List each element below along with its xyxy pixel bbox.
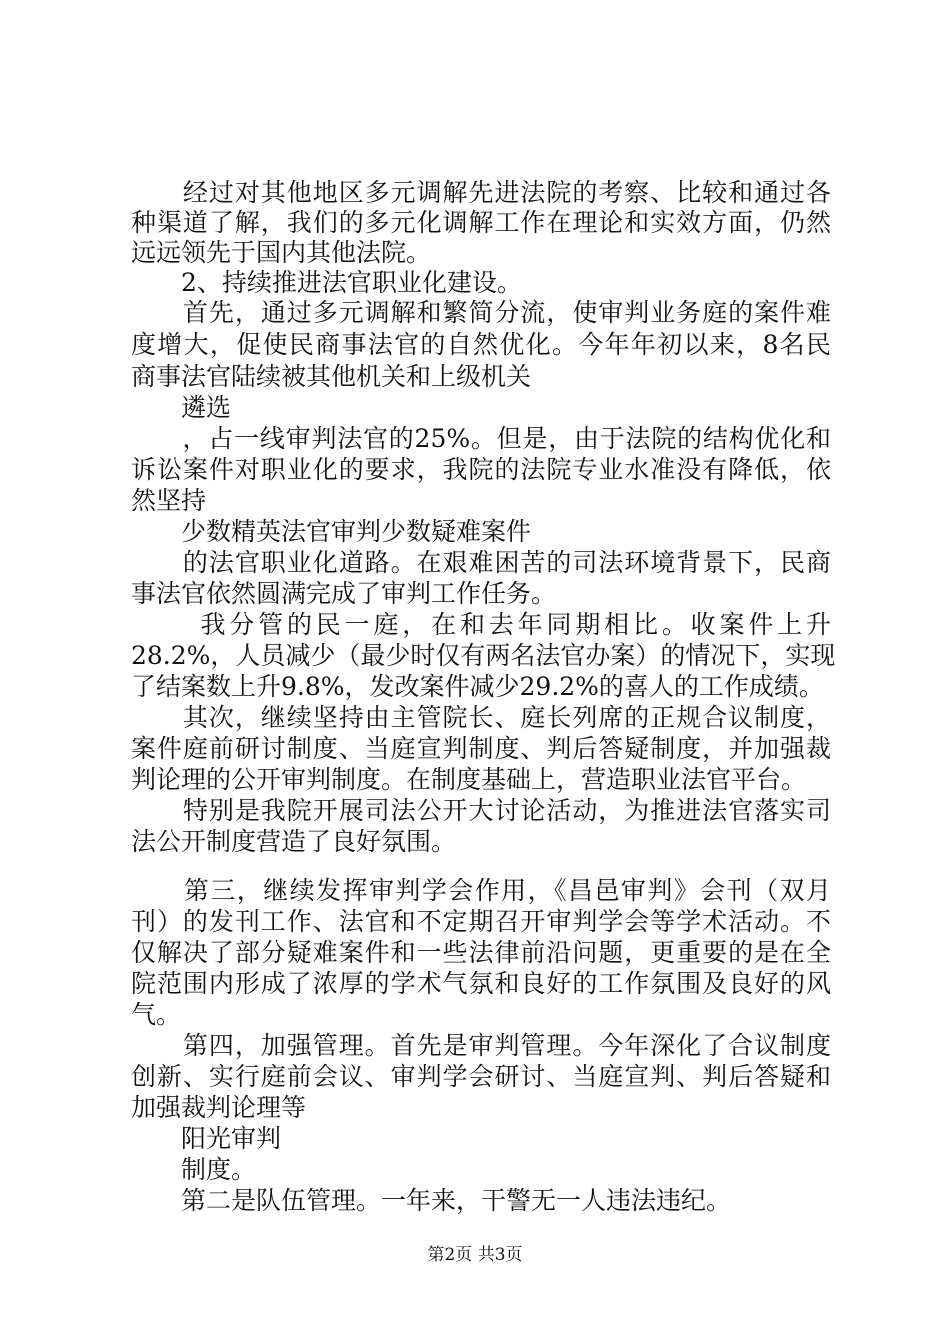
body-line: 然坚持 <box>131 486 207 515</box>
body-line: 诉讼案件对职业化的要求，我院的法院专业水准没有降低，依 <box>131 455 831 484</box>
body-line: 第三，继续发挥审判学会作用，《昌邑审判》会刊（双月 <box>131 876 831 905</box>
page-footer: 第2页 共3页 <box>427 1245 523 1265</box>
body-line: 判论理的公开审判制度。在制度基础上，营造职业法官平台。 <box>131 765 807 794</box>
body-line: 第二是队伍管理。一年来，干警无一人违法违纪。 <box>131 1186 732 1215</box>
body-line: 院范围内形成了浓厚的学术气氛和良好的工作氛围及良好的风 <box>131 969 831 998</box>
body-line: 经过对其他地区多元调解先进法院的考察、比较和通过各 <box>131 178 831 207</box>
body-line: 案件庭前研讨制度、当庭宣判制度、判后答疑制度，并加强裁 <box>131 734 831 763</box>
body-line: 气。 <box>131 1000 182 1029</box>
body-line: 的法官职业化道路。在艰难困苦的司法环境背景下，民商 <box>131 548 831 577</box>
body-line: ，占一线审判法官的25%。但是，由于法院的结构优化和 <box>131 424 831 453</box>
body-line: 商事法官陆续被其他机关和上级机关 <box>131 362 532 391</box>
body-line: 远远领先于国内其他法院。 <box>131 238 432 267</box>
body-line: 种渠道了解，我们的多元化调解工作在理论和实效方面，仍然 <box>131 208 831 237</box>
body-line: 事法官依然圆满完成了审判工作任务。 <box>131 579 557 608</box>
body-line: 加强裁判论理等 <box>131 1093 307 1122</box>
body-line: 创新、实行庭前会议、审判学会研讨、当庭宣判、判后答疑和 <box>131 1062 831 1091</box>
body-line: 刊）的发刊工作、法官和不定期召开审判学会等学术活动。不 <box>131 907 831 936</box>
body-line: 特别是我院开展司法公开大讨论活动，为推进法官落实司 <box>131 796 831 825</box>
body-line: 其次，继续坚持由主管院长、庭长列席的正规合议制度， <box>131 703 831 732</box>
body-line: 了结案数上升9.8%，发改案件减少29.2%的喜人的工作成绩。 <box>131 672 824 701</box>
body-line: 度增大，促使民商事法官的自然优化。今年年初以来，8名民 <box>131 330 831 359</box>
section-heading: 2、持续推进法官职业化建设。 <box>131 268 522 297</box>
body-line: 仅解决了部分疑难案件和一些法律前沿问题，更重要的是在全 <box>131 938 831 967</box>
body-line: 制度。 <box>131 1155 257 1184</box>
body-line: 少数精英法官审判少数疑难案件 <box>131 517 532 546</box>
body-line: 阳光审判 <box>131 1124 282 1153</box>
body-line: 我分管的民一庭，在和去年同期相比。收案件上升 <box>131 610 831 639</box>
body-line: 28.2%，人员减少（最少时仅有两名法官办案）的情况下，实现 <box>131 641 836 670</box>
body-line: 首先，通过多元调解和繁简分流，使审判业务庭的案件难 <box>131 298 831 327</box>
body-line: 遴选 <box>131 393 232 422</box>
body-line: 第四，加强管理。首先是审判管理。今年深化了合议制度 <box>131 1031 831 1060</box>
body-line: 法公开制度营造了良好氛围。 <box>131 827 457 856</box>
